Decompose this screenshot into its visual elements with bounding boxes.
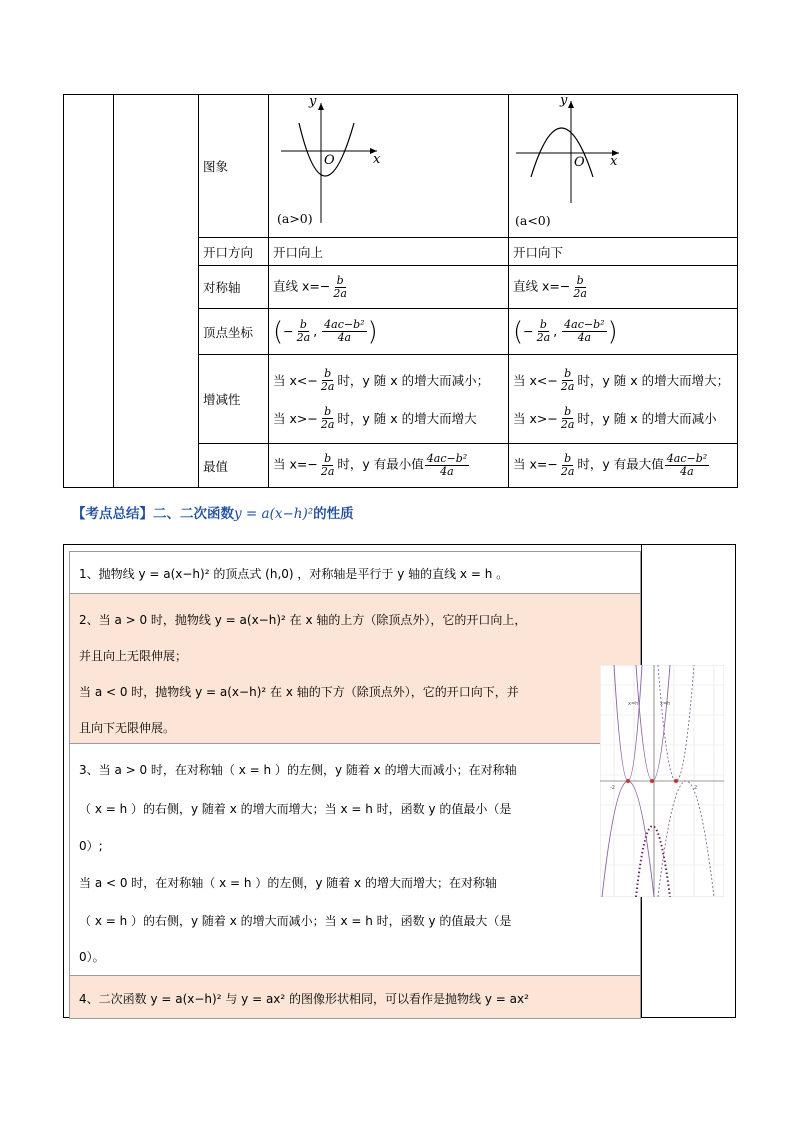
row-label-monotonicity: 增减性 [199,355,269,444]
fraction-numerator: b [336,273,344,287]
mono-line [273,361,504,399]
right-paren: ) [607,316,618,347]
mono-text: 当 x>− [513,411,558,426]
vertex-negative: (− $\frac{b}{2a}$ , $\frac{\text{4ac−b²}}{4a}$ ) [509,309,738,355]
mono-fraction [559,368,577,392]
item-text: 0）。 [79,950,105,964]
fraction-denominator: 2a [560,465,575,478]
summary-item-3 [69,743,641,975]
vertex-y-fraction [322,319,366,343]
item-text: 当 a < 0 时，抛物线 y = a(x−h)² 在 x 轴的下方（除顶点外），它的开口向下，并 [79,685,519,699]
item-text: 2、当 a > 0 时，抛物线 y = a(x−h)² 在 x 轴的上方（除顶点外），它的开口向上， [79,613,527,627]
fraction-denominator: 2a [320,465,335,478]
item-text: 当 a < 0 时，在对称轴（ x = h ）的左侧，y 随着 x 的增大而增大；在对称轴 [79,876,497,890]
fraction-numerator: b [564,452,572,466]
extreme-text: 当 x=− [273,457,318,472]
extreme-value-fraction [665,453,709,477]
fraction-denominator: 2a [320,417,335,431]
direction-positive: 开口向上 [269,238,509,266]
extreme-negative [509,444,738,488]
mono-line [513,399,733,437]
row-label-vertex: 顶点坐标 [199,309,269,355]
properties-table [63,94,738,488]
summary-item-2 [69,593,641,743]
extreme-fraction [559,453,577,477]
mono-text: 时，y 随 x 的增大而减小； [337,373,490,388]
fraction-denominator: 4a [577,331,592,344]
fraction-numerator: 4ac−b² [426,452,468,466]
vertex-dot [650,779,654,783]
caption-negative: (a<0) [515,213,551,228]
y-axis-label: y [560,95,568,108]
item-text: 1、抛物线 y = a(x−h)² 的顶点式 (h,0) ，对称轴是平行于 y 轴的直线 x = h 。 [79,567,509,581]
vertex-y-fraction [562,319,606,343]
fraction-numerator: 4ac−b² [666,452,708,466]
fraction-numerator: b [324,404,332,418]
item-text: 0）; [79,839,103,853]
mono-text: 时，y 随 x 的增大而增大 [337,411,477,426]
blank-cell-1 [64,95,114,488]
y-axis-label: y [309,95,317,109]
row-label-direction: 开口方向 [199,238,269,266]
vertex-positive: (− $\frac{b}{2a}$ , $\frac{\text{4ac−b²}}{4a}$ ) [269,309,509,355]
fraction-numerator: b [564,366,572,380]
extreme-positive [269,444,509,488]
vertex-dot [626,779,630,783]
fraction-numerator: b [564,404,572,418]
left-paren: ( [273,316,284,347]
mono-text: 当 x<− [513,373,558,388]
fraction-numerator: 4ac−b² [324,318,365,332]
graph-label: x=h [660,701,671,707]
fraction-numerator: 4ac−b² [564,318,605,332]
heading-suffix: 的性质 [313,506,354,522]
graph-cell-negative [509,95,738,238]
parabola-family-graph [600,665,724,897]
parabola-down-graph [509,95,737,238]
row-label-graph: 图象 [199,95,269,238]
mono-text: 时，y 随 x 的增大而减小 [577,411,717,426]
monotonicity-positive [269,355,509,444]
blank-cell-2 [114,95,199,488]
right-paren: ) [367,316,378,347]
tick-label: -2 [610,785,615,791]
graph-label: x=h [628,701,639,707]
item-text: （ x = h ）的右侧，y 随着 x 的增大而减小；当 x = h 时，函数 y 的值最大（是 [79,914,512,928]
extreme-text: 时，y 有最大值 [577,457,664,472]
extreme-value-fraction [425,453,469,477]
y-arrow [568,101,574,108]
axis-prefix: 直线 x=− [273,278,331,294]
parabola-up-graph [269,95,507,238]
axis-fraction [331,275,349,299]
fraction-denominator: 2a [320,379,335,393]
section-heading [72,502,354,522]
item-text: 4、二次函数 y = a(x−h)² 与 y = ax² 的图像形状相同，可以看作是抛物线 y = ax² [79,992,529,1006]
x-axis-label: x [373,152,381,167]
axis-prefix: 直线 x=− [513,278,571,294]
graph-row [64,95,738,238]
mono-fraction [319,406,337,430]
mono-line [513,361,733,399]
fraction-numerator: b [324,366,332,380]
row-label-axis: 对称轴 [199,266,269,309]
fraction-denominator: 2a [296,331,311,344]
summary-item-1 [69,551,641,593]
mono-text: 当 x<− [273,373,318,388]
y-arrow [318,103,324,110]
minus-sign: − [283,323,294,338]
fraction-numerator: b [299,318,307,332]
direction-negative: 开口向下 [509,238,738,266]
item-text: （ x = h ）的右侧，y 随着 x 的增大而增大；当 x = h 时，函数 y 的值最小（是 [79,802,512,816]
tick-label: 2 [694,785,698,791]
item-text: 并且向上无限伸展； [79,649,188,663]
fraction-denominator: 2a [560,417,575,431]
extreme-text: 时，y 有最小值 [337,457,424,472]
row-label-extreme: 最值 [199,444,269,488]
vertex-dot [674,779,678,783]
fraction-denominator: 2a [560,379,575,393]
axis-negative [509,266,738,309]
graph-cell-positive [269,95,509,238]
mono-line [273,399,504,437]
item-text: 3、当 a > 0 时，在对称轴（ x = h ）的左侧，y 随着 x 的增大而减小；在对称轴 [79,763,517,777]
fraction-denominator: 4a [440,465,454,478]
extreme-fraction [319,453,337,477]
fraction-denominator: 2a [573,286,587,300]
x-axis-label: x [610,154,618,169]
origin-label: O [574,155,585,170]
mono-text: 时，y 随 x 的增大而增大； [577,373,730,388]
fraction-numerator: b [324,452,332,466]
fraction-denominator: 2a [333,286,347,300]
vertex-x-fraction [295,319,313,343]
vertex-x-fraction [535,319,553,343]
caption-positive: (a>0) [277,211,313,226]
minus-sign: − [523,323,534,338]
monotonicity-negative [509,355,738,444]
fraction-denominator: 4a [337,331,352,344]
extreme-text: 当 x=− [513,457,558,472]
mono-fraction [559,406,577,430]
axis-fraction [571,275,589,299]
fraction-numerator: b [576,273,584,287]
fraction-denominator: 2a [536,331,551,344]
axis-positive [269,266,509,309]
heading-formula: y = a(x−h)² [234,506,314,522]
item-text: 且向下无限伸展。 [79,721,176,735]
origin-label: O [324,153,335,168]
heading-text: 【考点总结】二、二次函数 [72,506,234,522]
left-paren: ( [513,316,524,347]
parabola-curve [299,123,354,176]
mono-text: 当 x>− [273,411,318,426]
summary-item-4 [69,975,641,1019]
fraction-numerator: b [539,318,547,332]
fraction-denominator: 4a [680,465,694,478]
mono-fraction [319,368,337,392]
summary-table [63,544,736,1018]
summary-list [69,551,641,1019]
